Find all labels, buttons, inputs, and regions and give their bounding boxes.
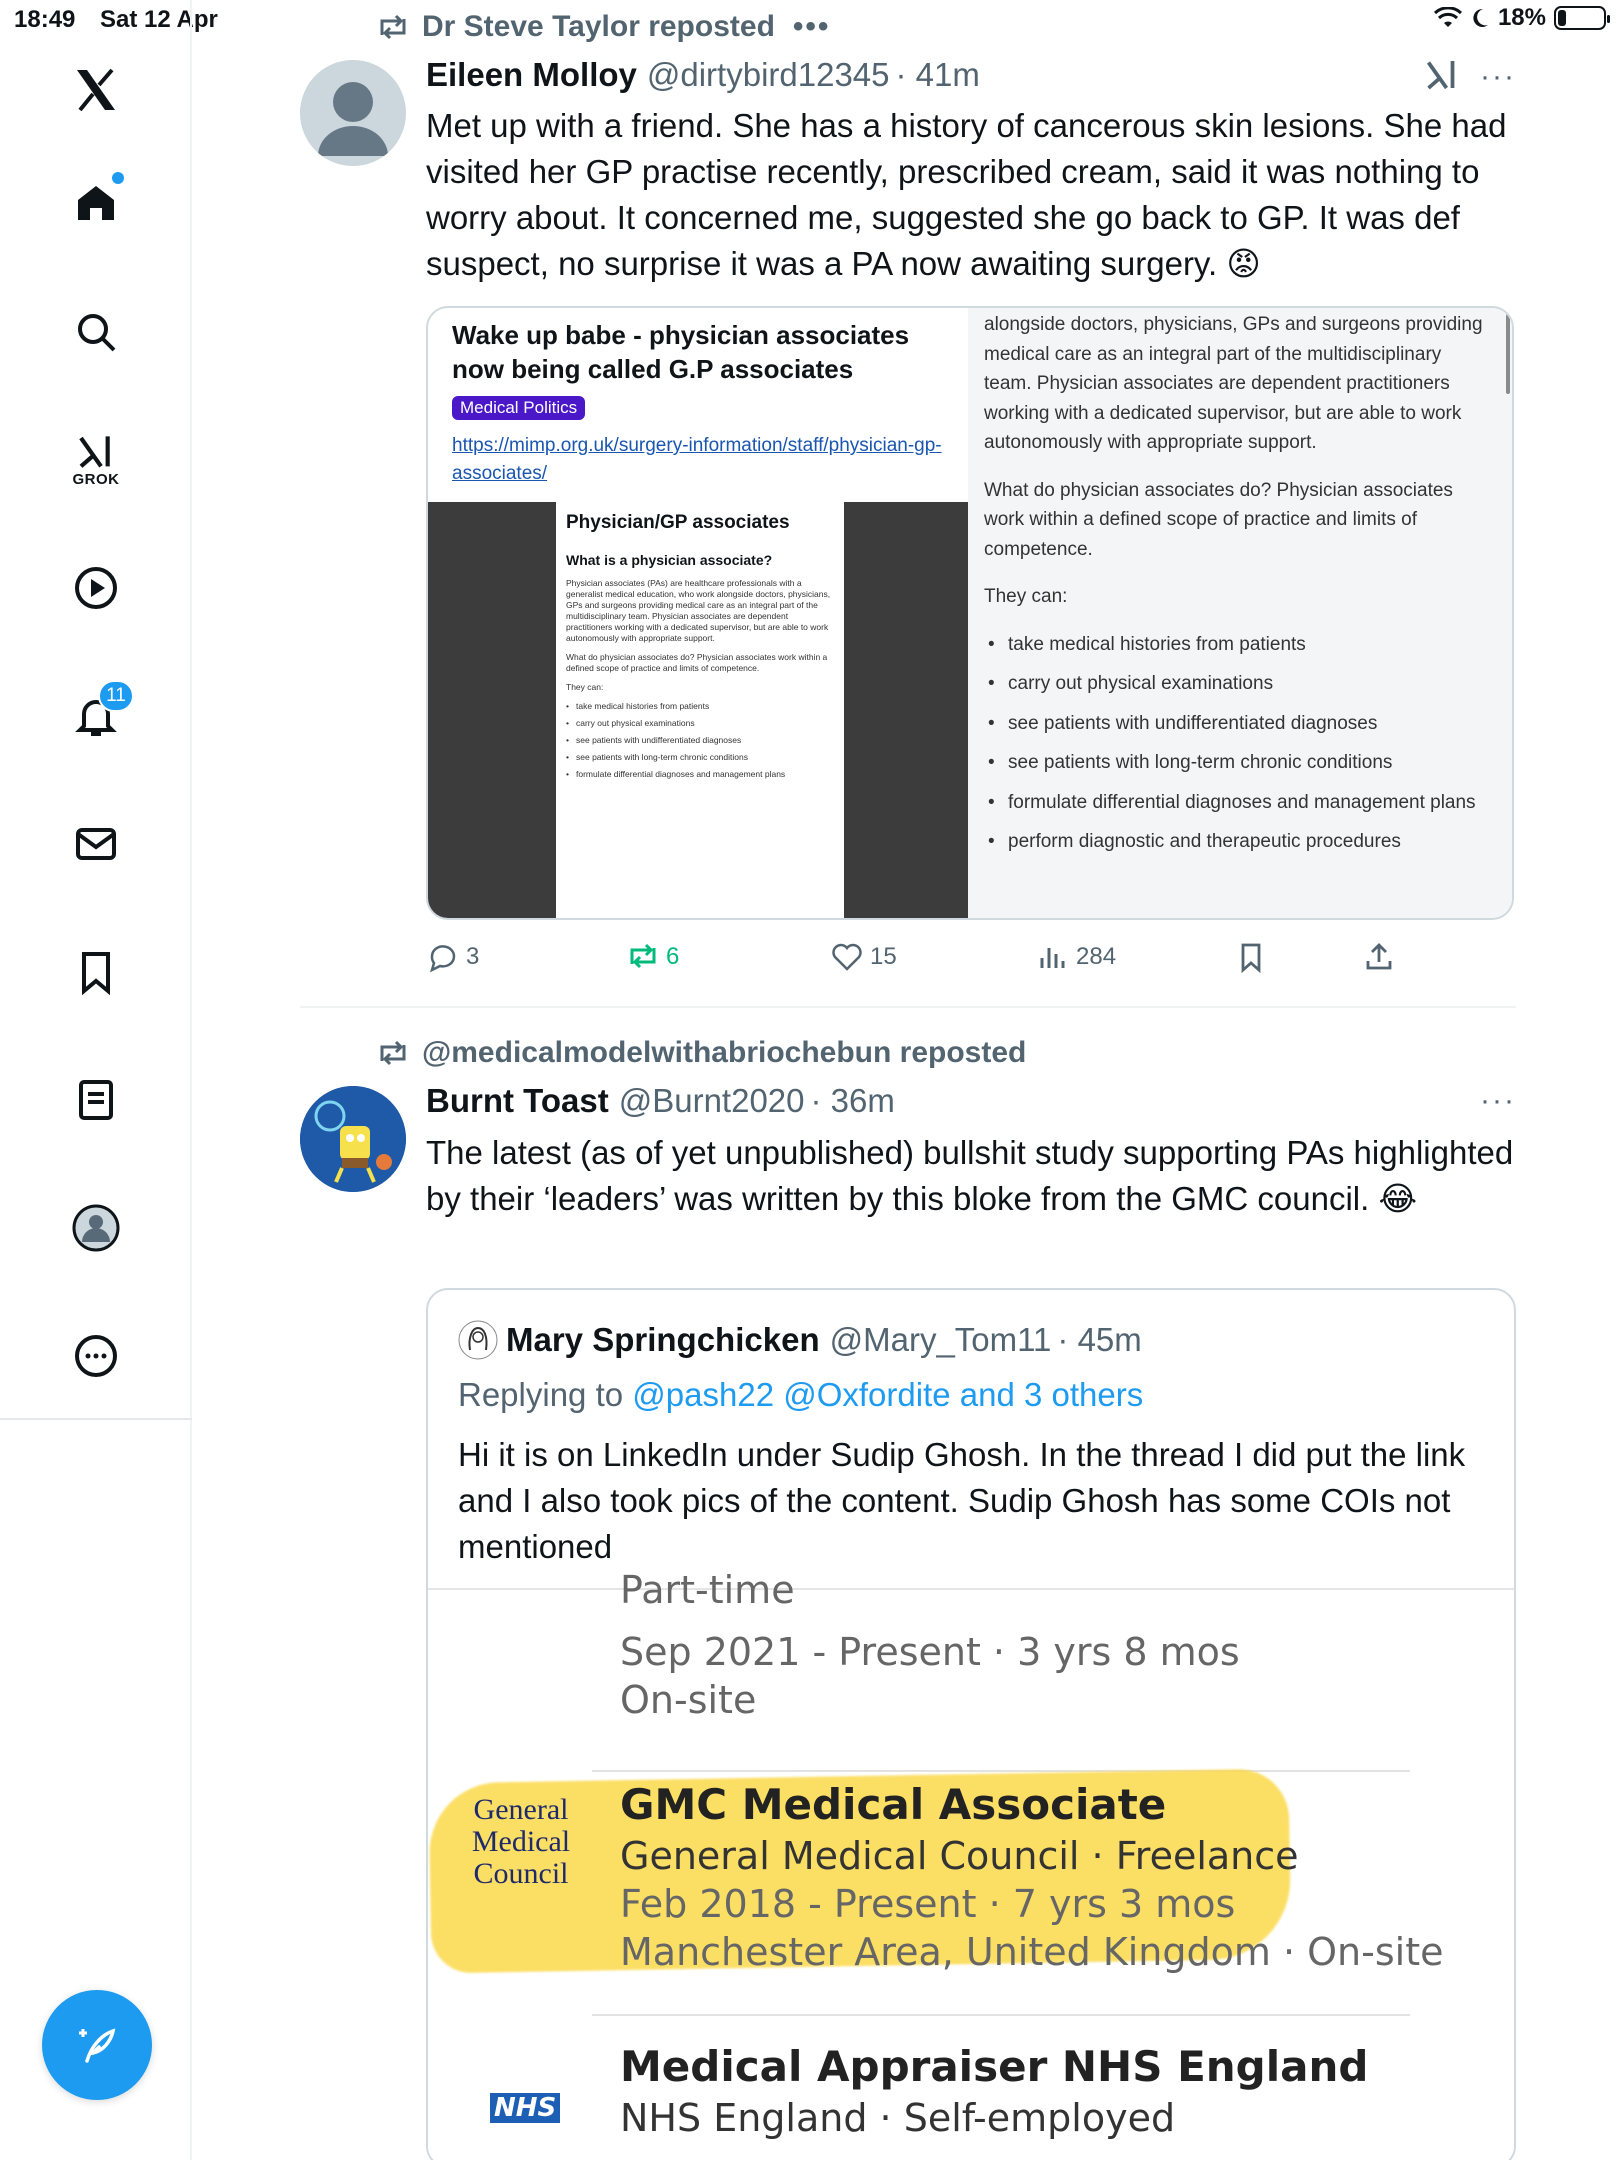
repost-by-label: Dr Steve Taylor reposted [422,10,775,43]
doc-title: Physician/GP associates [566,512,790,533]
li-partial-text: Part-time [620,1568,795,1612]
lists-icon[interactable] [56,1060,136,1140]
views-button[interactable] [1036,940,1116,974]
li-entry2-title: GMC Medical Associate [620,1780,1167,1829]
tweet-actions [426,940,1516,980]
right-list-item: • carry out physical examinations [984,669,1484,699]
li-entry2-location: Manchester Area, United Kingdom · On-site [620,1930,1444,1974]
sidebar [0,0,192,2160]
doc-list-item: • carry out physical examinations [566,718,834,729]
right-paragraph: alongside doctors, physicians, GPs and surgeons providing medical care as an integral part of the multidisciplinary team. Physician associates are dependent practitioners working with a dedicated supervisor, but are able to work autonomously with appropriate support. [984,314,1483,453]
mail-icon[interactable] [56,804,136,884]
profile-avatar-icon[interactable] [56,1188,136,1268]
li-entry2-dates: Feb 2018 - Present · 7 yrs 3 mos [620,1882,1236,1926]
repost-icon [626,940,660,974]
bookmark-button[interactable] [1234,940,1268,974]
tweet-header [426,56,980,94]
tweet-time[interactable]: · 41m [895,56,980,93]
notifications-icon[interactable] [56,676,136,756]
card-tag: Medical Politics [452,396,585,420]
bookmark-icon[interactable] [56,932,136,1012]
li-separator [592,2014,1410,2016]
moon-icon [1470,7,1490,29]
share-button[interactable] [1362,940,1396,974]
battery-percent: 18% [1497,4,1546,31]
doc-list-item: • take medical histories from patients [566,701,834,712]
li-entry2-org: General Medical Council · Freelance [620,1834,1299,1878]
doc-paragraph: Physician associates (PAs) are healthcare professionals with a generalist medical education, who work alongside doctors, physicians, GPs and surgeons providing medical care as an integral part of the multidisciplinary team. Physician associates are dependent practitioners working with a dedicated supervisor, but are able to work autonomously with appropriate support. [566,578,831,643]
sidebar-divider [0,1418,192,1420]
doc-paragraph: What do physician associates do? Physician associates work within a defined scope of practice and limits of competence. [566,652,828,673]
card-scrollbar[interactable] [1506,314,1510,394]
status-date: Sat 12 Apr [100,6,218,33]
li-entry3-org: NHS England · Self-employed [620,2096,1176,2140]
battery-icon [1554,6,1606,30]
quote-avatar[interactable] [458,1320,498,1360]
more-icon[interactable] [56,1316,136,1396]
li-entry1-location: On-site [620,1678,757,1722]
author-name[interactable]: Burnt Toast [426,1082,609,1119]
author-handle[interactable]: @Burnt2020 [618,1082,805,1119]
author-handle[interactable]: @dirtybird12345 [646,56,890,93]
li-entry1-dates: Sep 2021 - Present · 3 yrs 8 mos [620,1630,1240,1674]
right-list [984,630,1484,857]
repost-button[interactable] [626,940,679,974]
quoted-tweet[interactable] [426,1288,1516,2160]
status-time: 18:49 [14,6,76,33]
repost-count: 6 [666,943,680,970]
grok-label: GROK [72,470,120,488]
right-list-item: • see patients with long-term chronic conditions [984,748,1484,778]
reply-icon [426,940,460,974]
linkedin-screenshot [428,1568,1516,2160]
doc-paragraph: They can: [566,682,604,692]
li-entry3-title: Medical Appraiser NHS England [620,2042,1369,2091]
quote-replying-to [458,1376,1143,1414]
tweet-text: The latest (as of yet unpublished) bullshit study supporting PAs highlighted by their ‘leaders’ was written by this bloke from the GMC council. 😂 [426,1134,1514,1217]
quote-author-name[interactable]: Mary Springchicken [506,1321,820,1358]
wifi-icon [1434,7,1462,29]
card-right-panel [968,308,1514,920]
card-document [556,502,844,920]
tweet-divider [300,1006,1516,1008]
card-link[interactable]: https://mimp.org.uk/surgery-information/staff/physician-gp-associates/ [452,435,942,484]
compose-feather-icon [73,2021,121,2069]
card-screenshot [428,502,968,920]
right-list-item: • see patients with undifferentiated diagnoses [984,709,1484,739]
bookmark-icon [1234,940,1268,974]
grok-analyze-icon[interactable] [1424,58,1460,99]
card-right-text [984,310,1484,867]
replying-prefix: Replying to [458,1376,624,1413]
right-list-item: • perform diagnostic and therapeutic procedures [984,827,1484,857]
like-count: 15 [870,943,897,970]
tweet-more-icon[interactable]: ··· [1480,1084,1516,1117]
author-name[interactable]: Eileen Molloy [426,56,637,93]
tweet-more-icon[interactable]: ··· [1480,60,1516,93]
repost-by-label: @medicalmodelwithabriochebun reposted [422,1036,1027,1069]
doc-list-item: • formulate differential diagnoses and management plans [566,769,834,780]
repost-icon [376,1039,410,1067]
tweet-header [426,1082,895,1120]
home-unread-dot [112,172,124,184]
avatar-burnt-toast[interactable] [300,1086,406,1192]
right-list-item: • formulate differential diagnoses and management plans [984,788,1484,818]
quote-text: Hi it is on LinkedIn under Sudip Ghosh. In the thread I did put the link and I also took pics of the content. Sudip Ghosh has some COIs not mentioned [458,1436,1466,1565]
li-separator [592,1770,1410,1772]
home-icon[interactable] [56,162,136,242]
views-count: 284 [1076,943,1117,970]
grok-icon[interactable] [56,420,136,500]
doc-list [566,701,834,780]
right-paragraph: They can: [984,586,1068,607]
notifications-badge: 11 [98,680,134,712]
doc-list-item: • see patients with undifferentiated diagnoses [566,735,834,746]
avatar-eileen[interactable] [300,60,406,166]
right-paragraph: What do physician associates do? Physician associates work within a defined scope of practice and limits of competence. [984,479,1453,560]
status-indicators [1434,4,1606,32]
right-list-item: • take medical histories from patients [984,630,1484,660]
tweet-time[interactable]: · 36m [810,1082,895,1119]
replying-mentions[interactable]: @pash22 @Oxfordite and 3 others [632,1376,1144,1413]
compose-button[interactable] [42,1990,152,2100]
card-title: Wake up babe - physician associates now being called G.P associates [452,320,910,384]
nhs-logo: NHS [490,2093,560,2123]
gmc-logo: General Medical Council [471,1793,571,1890]
quote-header [458,1320,1142,1360]
doc-heading: What is a physician associate? [566,552,773,568]
link-card[interactable] [426,306,1514,920]
search-icon[interactable] [56,292,136,372]
reply-count: 3 [466,943,480,970]
quote-time: · 45m [1057,1321,1142,1358]
views-icon [1036,940,1070,974]
repost-indicator[interactable] [376,1036,1026,1070]
video-icon[interactable] [56,548,136,628]
quote-author-handle[interactable]: @Mary_Tom11 [829,1321,1052,1358]
share-icon [1362,940,1396,974]
reply-button[interactable] [426,940,479,974]
repost-indicator[interactable] [376,10,830,44]
card-left-panel [428,308,968,920]
tweet-text: Met up with a friend. She has a history of cancerous skin lesions. She had visited her GP practise recently, prescribed cream, said it was nothing to worry about. It concerned me, suggested she go back to GP. It was def suspect, no surprise it was a PA now awaiting surgery. 😡 [426,107,1507,282]
x-logo-icon[interactable] [56,50,136,130]
doc-list-item: • see patients with long-term chronic conditions [566,752,834,763]
heart-icon [830,940,864,974]
repost-icon [376,13,410,41]
like-button[interactable] [830,940,897,974]
repost-more-dots: ••• [792,10,831,43]
